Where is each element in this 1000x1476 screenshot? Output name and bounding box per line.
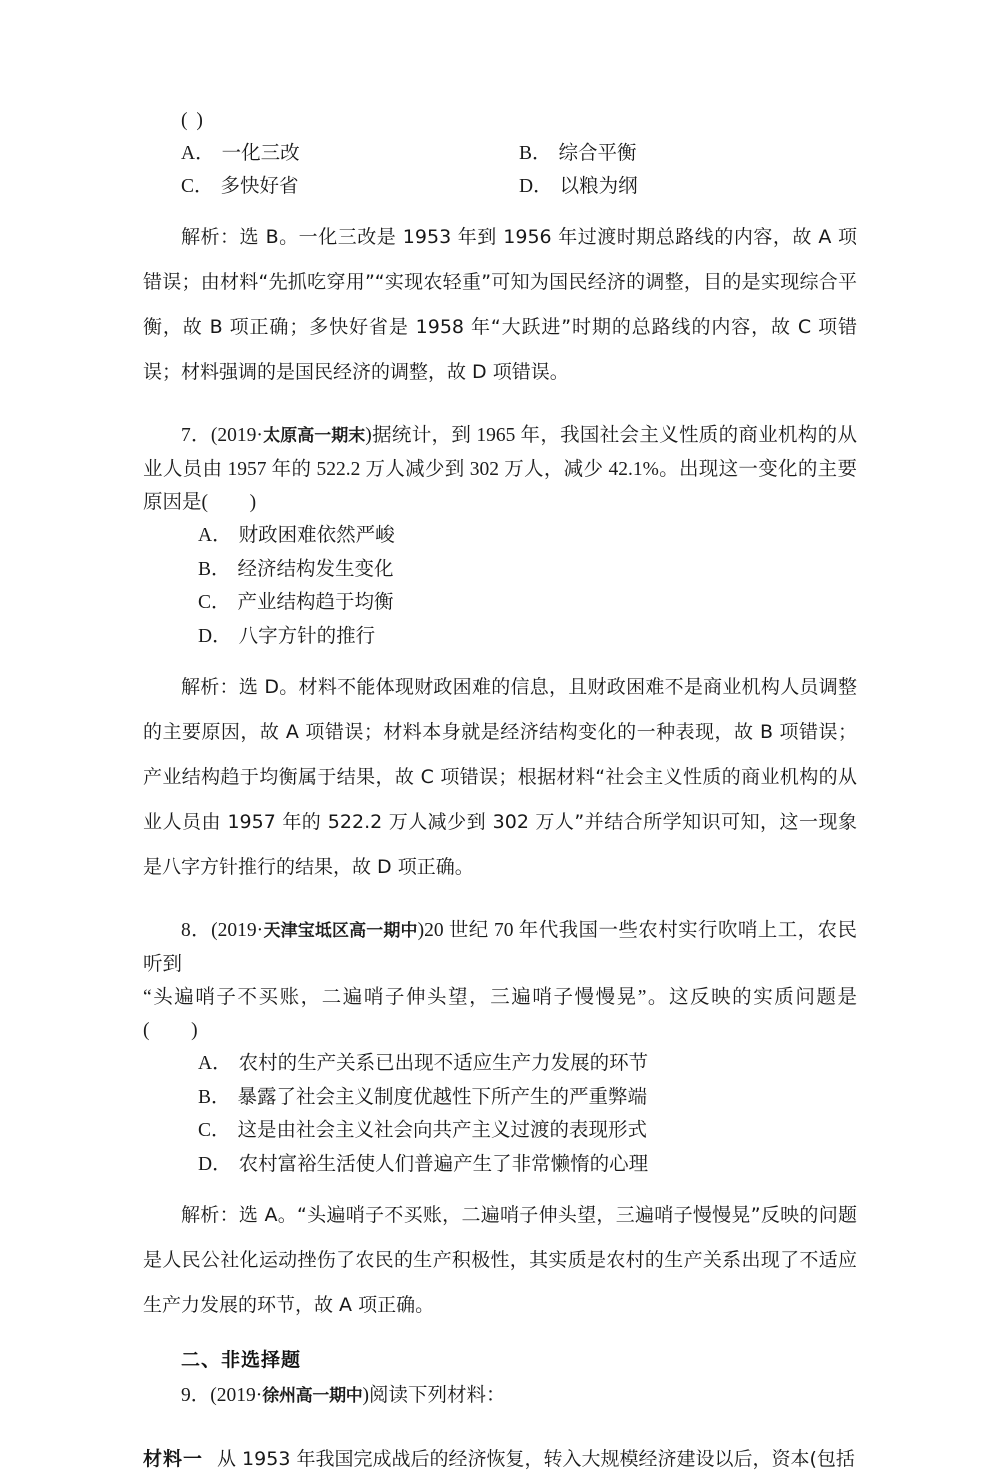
q7-option-c-label: C． xyxy=(198,592,231,613)
q8-number: 8． xyxy=(181,920,212,941)
q8-option-c-text: 这是由社会主义社会向共产主义过渡的表现形式 xyxy=(237,1120,648,1141)
q7-number: 7． xyxy=(181,425,211,446)
q7-explanation-prefix: 解析： xyxy=(181,676,239,698)
q6-explanation-body: 选 B。一化三改是 1953 年到 1956 年过渡时期总路线的内容，故 A 项错误；由材料“先抓吃穿用”“实现农轻重”可知为国民经济的调整，目的是实现综合平衡，故 B 项正确；多快好省是 1958 年“大跃进”时期的总路线的内容，故 C 项错误；材料强调的是国民经济的调整，故 D 项错误。 xyxy=(143,226,857,383)
q6-explanation xyxy=(143,215,857,395)
q7-option-d-text: 八字方针的推行 xyxy=(238,625,376,647)
q8-stem-line-2 xyxy=(143,981,857,1047)
q9-stem xyxy=(143,1379,857,1413)
q7-option-c[interactable] xyxy=(198,586,857,620)
q8-explanation xyxy=(143,1193,857,1328)
q9-source: 徐州高一期中 xyxy=(262,1386,363,1406)
q6-option-c-text: 多快好省 xyxy=(220,176,299,197)
q6-options-row-cd xyxy=(143,170,857,203)
q6-option-d-label: D． xyxy=(519,176,553,197)
q7-option-b[interactable] xyxy=(198,553,857,587)
page-content xyxy=(143,104,857,1476)
spacer xyxy=(143,890,857,900)
q7-option-d-label: D． xyxy=(198,625,232,647)
q7-stem xyxy=(143,419,857,519)
q7-stem-close: ) xyxy=(249,492,257,513)
q6-answer-bracket: ( ) xyxy=(181,110,205,131)
q7-option-b-label: B． xyxy=(198,558,231,580)
q8-stem-line-1 xyxy=(143,914,857,981)
q6-option-d[interactable] xyxy=(519,170,857,203)
q8-explanation-body: 选 A。“头遍哨子不买账，二遍哨子伸头望，三遍哨子慢慢晃”反映的问题是人民公社化运动挫伤了农民的生产积极性，其实质是农村的生产关系出现了不适应生产力发展的环节，故 A 项正确。 xyxy=(143,1204,857,1316)
q8-stem-text-2: “头遍哨子不买账，二遍哨子伸头望，三遍哨子慢慢晃”。这反映的实质问题是( xyxy=(143,987,857,1041)
q8-source-open: (2019· xyxy=(211,920,264,941)
q8-option-b-text: 暴露了社会主义制度优越性下所产生的严重弊端 xyxy=(237,1086,648,1108)
q8-option-d-text: 农村富裕生活使人们普遍产生了非常懒惰的心理 xyxy=(238,1153,649,1175)
q7-stem-text: 据统计，到 1965 年，我国社会主义性质的商业机构的从业人员由 1957 年的 522.2 万人减少到 302 万人，减少 42.1%。出现这一变化的主要原因是( xyxy=(143,425,857,513)
q9-source-close: ) xyxy=(362,1385,369,1406)
q7-explanation xyxy=(143,665,857,890)
spacer xyxy=(143,395,857,405)
q6-option-a[interactable] xyxy=(181,137,519,170)
q8-option-a-text: 农村的生产关系已出现不适应生产力发展的环节 xyxy=(238,1053,649,1074)
q8-stem-close: ) xyxy=(191,1020,198,1041)
q7-source-open: (2019· xyxy=(210,425,263,446)
q6-option-c-label: C． xyxy=(181,176,214,197)
q8-answer-blank[interactable] xyxy=(150,1020,192,1041)
q8-option-b[interactable] xyxy=(198,1081,857,1115)
q8-source: 天津宝坻区高一期中 xyxy=(263,921,418,941)
q6-option-d-text: 以粮为纲 xyxy=(559,176,638,197)
q8-stem-text-1: 20 世纪 70 年代我国一些农村实行吹哨上工，农民听到 xyxy=(143,920,857,975)
section-heading-non-choice: 二、非选择题 xyxy=(181,1349,302,1371)
q7-option-d[interactable] xyxy=(198,620,857,654)
q6-options-row-ab xyxy=(143,137,857,170)
q8-option-a[interactable] xyxy=(198,1047,857,1081)
q8-source-close: ) xyxy=(417,920,425,941)
q8-option-a-label: A． xyxy=(198,1053,232,1074)
q6-option-b[interactable] xyxy=(519,137,857,170)
q7-answer-blank[interactable] xyxy=(208,492,250,513)
q6-option-a-text: 一化三改 xyxy=(221,143,300,164)
q8-option-d-label: D． xyxy=(198,1153,232,1175)
q7-option-a-label: A． xyxy=(198,525,232,546)
q8-option-c-label: C． xyxy=(198,1120,231,1141)
q7-option-a-text: 财政困难依然严峻 xyxy=(238,525,395,546)
q7-source: 太原高一期末 xyxy=(262,426,366,446)
q7-option-b-text: 经济结构发生变化 xyxy=(237,558,394,580)
q6-option-a-label: A． xyxy=(181,143,215,164)
q6-explanation-prefix: 解析： xyxy=(181,226,240,248)
q6-option-b-text: 综合平衡 xyxy=(558,143,637,164)
q7-option-c-text: 产业结构趋于均衡 xyxy=(237,592,394,613)
q9-material-label: 材料一 xyxy=(143,1448,204,1470)
q8-explanation-prefix: 解析： xyxy=(181,1204,239,1226)
q9-stem-text: 阅读下列材料： xyxy=(368,1385,506,1406)
q9-material-text: 从 1953 年我国完成战后的经济恢复，转入大规模经济建设以后，资本(包括 xyxy=(217,1448,855,1470)
q7-explanation-body: 选 D。材料不能体现财政困难的信息，且财政困难不是商业机构人员调整的主要原因，故 A 项错误；材料本身就是经济结构变化的一种表现，故 B 项错误；产业结构趋于均衡属于结果，故 C 项错误；根据材料“社会主义性质的商业机构的从业人员由 1957 年的 522.2 万人减少到 302 万人”并结合所学知识可知，这一现象是八字方针推行的结果，故 D 项正确。 xyxy=(143,676,857,878)
q7-source-close: ) xyxy=(365,425,372,446)
q9-number: 9． xyxy=(181,1385,211,1406)
q9-source-open: (2019· xyxy=(210,1385,263,1406)
q8-options xyxy=(143,1047,857,1181)
q8-option-b-label: B． xyxy=(198,1086,231,1108)
q8-option-c[interactable] xyxy=(198,1114,857,1148)
q7-options xyxy=(143,519,857,653)
q9-material-one xyxy=(143,1443,857,1476)
q6-option-b-label: B． xyxy=(519,143,552,164)
q7-option-a[interactable] xyxy=(198,519,857,553)
q8-option-d[interactable] xyxy=(198,1148,857,1182)
q6-option-c[interactable] xyxy=(181,170,519,203)
